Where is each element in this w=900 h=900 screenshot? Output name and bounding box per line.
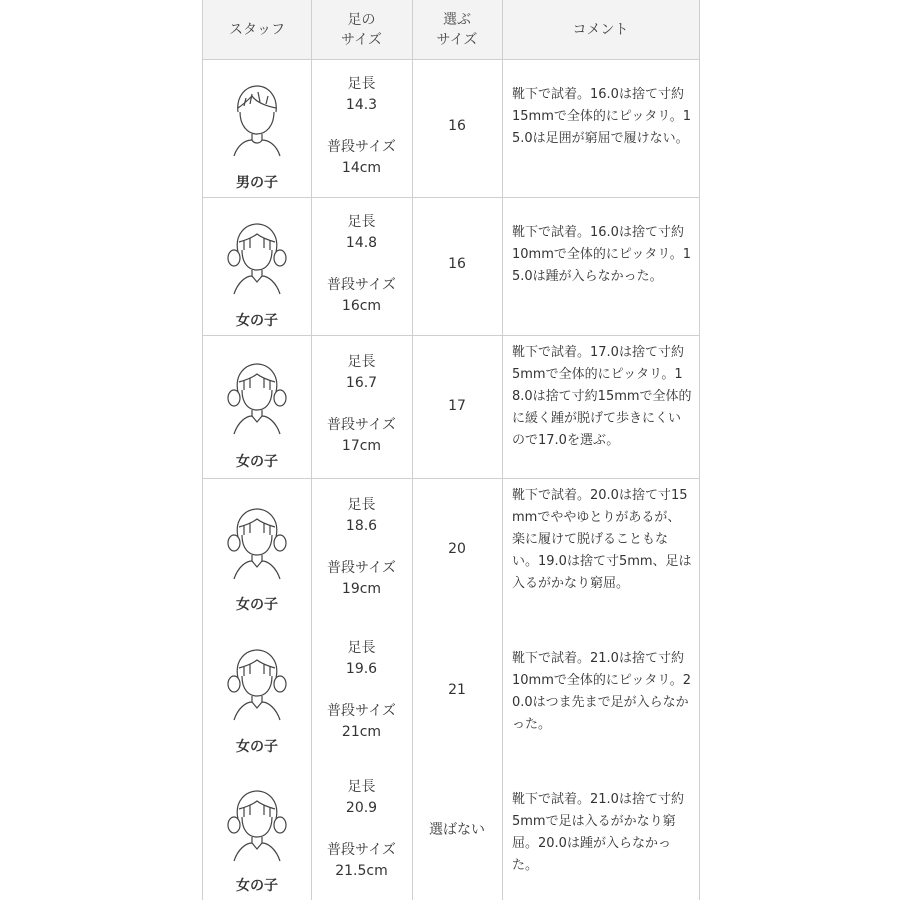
foot-length-value: 14.3: [345, 97, 378, 113]
chosen-size: 16: [448, 118, 466, 134]
usual-size-value: 21.5cm: [335, 863, 388, 879]
comment-text: 靴下で試着。21.0は捨て寸約10mmで全体的にピッタリ。20.0はつま先まで足が入らなかった。: [512, 651, 691, 732]
staff-cell: [203, 60, 311, 197]
chosen-size: 選ばない: [429, 822, 485, 838]
girl-face-icon: [222, 356, 292, 436]
comment-text: 靴下で試着。17.0は捨て寸約5mmで全体的にピッタリ。18.0は捨て寸約15mmで全体的に緩く踵が脱げて歩きにくいので17.0を選ぶ。: [512, 345, 692, 448]
foot-length-value: 14.8: [345, 235, 378, 251]
staff-cell: [203, 761, 311, 900]
usual-size-value: 21cm: [341, 724, 382, 740]
comment-text: 靴下で試着。16.0は捨て寸約10mmで全体的にピッタリ。15.0は踵が入らなかった。: [512, 225, 691, 284]
gender-label: 女の子: [236, 597, 278, 613]
table-row: [203, 198, 699, 336]
table-row: [203, 761, 699, 900]
girl-face-icon: [222, 501, 292, 581]
staff-cell: [203, 479, 311, 619]
usual-size-value: 16cm: [341, 298, 382, 314]
comment-text: 靴下で試着。16.0は捨て寸約15mmで全体的にピッタリ。15.0は足囲が窮屈で履けない。: [512, 87, 691, 146]
foot-length-value: 19.6: [345, 661, 378, 677]
header-chosen-size: 選ぶ サイズ: [436, 11, 478, 48]
comment-text: 靴下で試着。21.0は捨て寸約5mmで足は入るがかなり窮屈。20.0は踵が入らなかった。: [512, 792, 684, 873]
chosen-size: 16: [448, 256, 466, 272]
chosen-size: 17: [448, 398, 466, 414]
table-row: [203, 479, 699, 619]
usual-size-label: 普段サイズ: [327, 139, 396, 155]
gender-label: 女の子: [236, 739, 278, 755]
foot-length-value: 20.9: [345, 800, 378, 816]
boy-face-icon: [222, 78, 292, 158]
foot-length-label: 足長: [347, 497, 376, 513]
staff-cell: [203, 198, 311, 335]
gender-label: 女の子: [236, 454, 278, 470]
foot-length-value: 18.6: [345, 518, 378, 534]
chosen-size: 20: [448, 541, 466, 557]
size-table: [202, 0, 700, 900]
size-cell: [311, 352, 412, 457]
table-row: [203, 620, 699, 760]
girl-face-icon: [222, 216, 292, 296]
foot-length-value: 16.7: [345, 375, 378, 391]
table-row: [203, 336, 699, 479]
foot-length-label: 足長: [347, 779, 376, 795]
header-foot-size: 足の サイズ: [341, 11, 382, 48]
usual-size-label: 普段サイズ: [327, 842, 396, 858]
comment-text: 靴下で試着。20.0は捨て寸15mmでややゆとりがあるが、楽に履けて脱げることもない。19.0は捨て寸5mm、足は入るがかなり窮屈。: [512, 488, 692, 591]
usual-size-label: 普段サイズ: [327, 277, 396, 293]
usual-size-label: 普段サイズ: [327, 703, 396, 719]
staff-cell: [203, 620, 311, 760]
usual-size-value: 14cm: [341, 160, 382, 176]
foot-length-label: 足長: [347, 214, 376, 230]
foot-length-label: 足長: [347, 354, 376, 370]
gender-label: 女の子: [236, 878, 278, 894]
girl-face-icon: [222, 642, 292, 722]
chosen-size: 21: [448, 682, 466, 698]
header-staff: スタッフ: [229, 21, 285, 38]
staff-cell: [203, 336, 311, 478]
usual-size-value: 17cm: [341, 438, 382, 454]
header-comment: コメント: [572, 21, 629, 38]
gender-label: 男の子: [236, 175, 278, 191]
size-cell: [311, 777, 412, 882]
girl-face-icon: [222, 783, 292, 863]
usual-size-label: 普段サイズ: [327, 560, 396, 576]
foot-length-label: 足長: [347, 640, 376, 656]
table-header: [203, 0, 699, 60]
size-cell: [311, 212, 412, 317]
foot-length-label: 足長: [347, 76, 376, 92]
usual-size-value: 19cm: [341, 581, 382, 597]
size-cell: [311, 495, 412, 600]
usual-size-label: 普段サイズ: [327, 417, 396, 433]
table-row: [203, 60, 699, 198]
gender-label: 女の子: [236, 313, 278, 329]
size-cell: [311, 638, 412, 743]
size-cell: [311, 74, 412, 179]
